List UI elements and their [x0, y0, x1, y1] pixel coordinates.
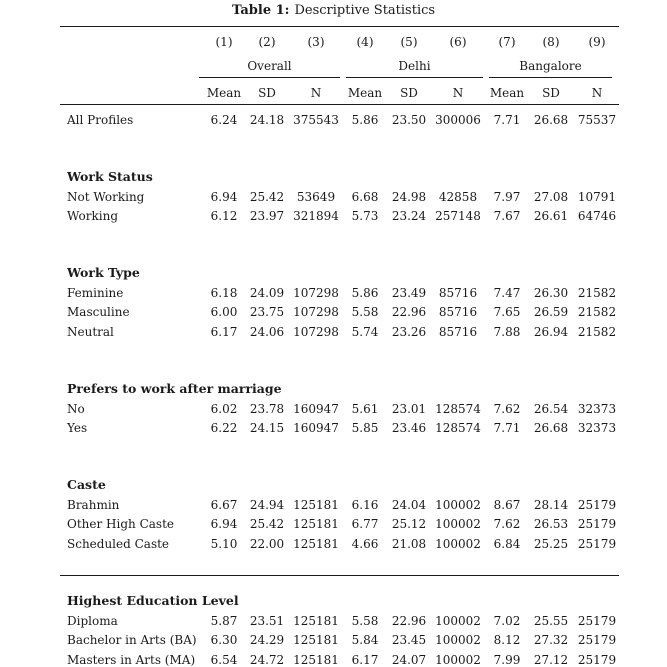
- table-cell: 100002: [435, 497, 481, 512]
- table-cell: 85716: [438, 305, 478, 320]
- table-cell: 5.61: [351, 401, 379, 416]
- section-title: Prefers to work after marriage: [67, 380, 282, 396]
- column-number: (4): [356, 35, 374, 49]
- table-cell: 26.68: [533, 113, 569, 127]
- table-cell: 25.55: [533, 613, 569, 628]
- row-label: Working: [67, 209, 118, 224]
- table-cell: 125181: [293, 652, 339, 667]
- table-cell: 107298: [293, 325, 339, 339]
- table-cell: 6.17: [351, 652, 379, 667]
- table-cell: 23.45: [391, 633, 427, 648]
- table-cell: 100002: [435, 613, 481, 628]
- table-cell: 21.08: [391, 537, 427, 551]
- table-cell: 53649: [296, 189, 336, 204]
- table-cell: 6.16: [351, 497, 379, 512]
- table-cell: 25179: [577, 497, 617, 512]
- table-cell: 25179: [577, 652, 617, 667]
- table-cell: 22.96: [391, 613, 427, 628]
- column-number: (5): [400, 35, 418, 49]
- table-cell: 100002: [435, 517, 481, 532]
- row-label: Neutral: [67, 325, 114, 339]
- column-header: SD: [542, 86, 560, 100]
- table-cell: 6.18: [210, 285, 238, 300]
- table-cell: 6.30: [210, 633, 238, 648]
- table-cell: 125181: [293, 497, 339, 512]
- table-cell: 321894: [293, 209, 339, 224]
- row-label: Feminine: [67, 285, 124, 300]
- table-cell: 23.26: [391, 325, 427, 339]
- column-number: (3): [307, 35, 325, 49]
- row-label: Masculine: [67, 305, 130, 320]
- table-cell: 26.61: [533, 209, 569, 224]
- column-header: N: [310, 86, 322, 100]
- table-cell: 24.09: [249, 285, 285, 300]
- column-header: Mean: [206, 86, 242, 100]
- table-cell: 42858: [438, 189, 478, 204]
- header-rule: [60, 104, 619, 105]
- table-cell: 24.72: [249, 652, 285, 667]
- group-underline: [489, 77, 612, 78]
- column-header: SD: [258, 86, 276, 100]
- table-cell: 28.14: [533, 497, 569, 512]
- table-cell: 6.94: [210, 189, 238, 204]
- table-cell: 23.50: [391, 113, 427, 127]
- table-cell: 7.99: [493, 652, 521, 667]
- column-header: SD: [400, 86, 418, 100]
- table-cell: 26.68: [533, 421, 569, 436]
- table-cell: 21582: [577, 285, 617, 300]
- column-number: (8): [542, 35, 560, 49]
- table-cell: 27.12: [533, 652, 569, 667]
- column-number: (7): [498, 35, 516, 49]
- group-header: Bangalore: [519, 59, 582, 73]
- table-cell: 24.15: [249, 421, 285, 436]
- table-cell: 23.01: [391, 401, 427, 416]
- table-cell: 100002: [435, 537, 481, 551]
- table-cell: 7.62: [493, 517, 521, 532]
- table-cell: 23.75: [249, 305, 285, 320]
- table-cell: 5.85: [351, 421, 379, 436]
- table-cell: 7.71: [493, 421, 521, 436]
- table-cell: 23.24: [391, 209, 427, 224]
- table-cell: 5.74: [351, 325, 379, 339]
- table-cell: 25.42: [249, 517, 285, 532]
- column-number: (2): [258, 35, 276, 49]
- table-cell: 24.29: [249, 633, 285, 648]
- table-cell: 160947: [293, 421, 339, 436]
- table-label: Table 1:: [231, 3, 290, 18]
- table-cell: 24.06: [249, 325, 285, 339]
- table-cell: 22.96: [391, 305, 427, 320]
- table-cell: 26.94: [533, 325, 569, 339]
- table-cell: 5.73: [351, 209, 379, 224]
- table-cell: 27.32: [533, 633, 569, 648]
- table-cell: 6.77: [351, 517, 379, 532]
- column-number: (9): [588, 35, 606, 49]
- table-cell: 23.97: [249, 209, 285, 224]
- table-cell: 7.47: [493, 285, 521, 300]
- table-cell: 7.88: [493, 325, 521, 339]
- table-cell: 6.12: [210, 209, 238, 224]
- section-title: Highest Education Level: [67, 592, 239, 608]
- table-cell: 6.54: [210, 652, 238, 667]
- table-title: Descriptive Statistics: [294, 3, 436, 18]
- table-cell: 26.30: [533, 285, 569, 300]
- table-cell: 24.94: [249, 497, 285, 512]
- row-label: Yes: [67, 421, 88, 436]
- column-header: N: [591, 86, 603, 100]
- column-header: Mean: [489, 86, 525, 100]
- column-header: N: [452, 86, 464, 100]
- table-cell: 300006: [435, 113, 481, 127]
- column-header: Mean: [347, 86, 383, 100]
- table-cell: 5.58: [351, 305, 379, 320]
- table-cell: 25.42: [249, 189, 285, 204]
- table-cell: 6.24: [210, 113, 238, 127]
- table-cell: 32373: [577, 401, 617, 416]
- group-underline: [199, 77, 340, 78]
- table-cell: 7.97: [493, 189, 521, 204]
- table-cell: 23.78: [249, 401, 285, 416]
- table-cell: 125181: [293, 517, 339, 532]
- table-cell: 26.54: [533, 401, 569, 416]
- table-cell: 85716: [438, 285, 478, 300]
- table-cell: 6.17: [210, 325, 238, 339]
- table-cell: 6.67: [210, 497, 238, 512]
- table-cell: 128574: [435, 421, 481, 436]
- table-cell: 6.84: [493, 537, 521, 551]
- column-number: (1): [215, 35, 233, 49]
- top-rule: [60, 26, 619, 27]
- table-cell: 85716: [438, 325, 478, 339]
- table-cell: 32373: [577, 421, 617, 436]
- table-cell: 23.51: [249, 613, 285, 628]
- table-cell: 6.94: [210, 517, 238, 532]
- table-cell: 8.67: [493, 497, 521, 512]
- section-title: Work Status: [67, 168, 153, 184]
- table-cell: 375543: [293, 113, 339, 127]
- row-label: No: [67, 401, 85, 416]
- table-cell: 7.65: [493, 305, 521, 320]
- section-title: Work Type: [67, 264, 140, 280]
- table-cell: 24.98: [391, 189, 427, 204]
- table-cell: 25179: [577, 517, 617, 532]
- table-cell: 6.68: [351, 189, 379, 204]
- table-cell: 10791: [577, 189, 617, 204]
- bottom-rule: [60, 575, 619, 576]
- table-cell: 26.53: [533, 517, 569, 532]
- table-cell: 21582: [577, 305, 617, 320]
- group-header: Overall: [247, 59, 292, 73]
- table-cell: 107298: [293, 305, 339, 320]
- table-cell: 5.87: [210, 613, 238, 628]
- table-cell: 5.86: [351, 285, 379, 300]
- table-cell: 25.25: [533, 537, 569, 551]
- table-cell: 100002: [435, 633, 481, 648]
- column-number: (6): [449, 35, 467, 49]
- table-cell: 25.12: [391, 517, 427, 532]
- table-cell: 5.86: [351, 113, 379, 127]
- row-label: Not Working: [67, 189, 145, 204]
- table-cell: 25179: [577, 537, 617, 551]
- table-cell: 5.84: [351, 633, 379, 648]
- table-cell: 4.66: [351, 537, 379, 551]
- group-header: Delhi: [398, 59, 431, 73]
- table-cell: 7.71: [493, 113, 521, 127]
- table-cell: 25179: [577, 613, 617, 628]
- row-label: Bachelor in Arts (BA): [67, 633, 197, 648]
- table-cell: 100002: [435, 652, 481, 667]
- table-cell: 257148: [435, 209, 481, 224]
- table-cell: 23.49: [391, 285, 427, 300]
- table-cell: 125181: [293, 633, 339, 648]
- row-label: All Profiles: [67, 113, 134, 127]
- table-cell: 8.12: [493, 633, 521, 648]
- table-cell: 24.07: [391, 652, 427, 667]
- table-cell: 160947: [293, 401, 339, 416]
- row-label: Diploma: [67, 613, 118, 628]
- table-cell: 26.59: [533, 305, 569, 320]
- table-cell: 27.08: [533, 189, 569, 204]
- section-title: Caste: [67, 476, 106, 492]
- table-cell: 7.62: [493, 401, 521, 416]
- table-cell: 7.67: [493, 209, 521, 224]
- table-cell: 7.02: [493, 613, 521, 628]
- table-cell: 24.04: [391, 497, 427, 512]
- row-label: Brahmin: [67, 497, 120, 512]
- row-label: Scheduled Caste: [67, 537, 170, 551]
- table-caption: [0, 3, 667, 18]
- table-cell: 64746: [577, 209, 617, 224]
- table-cell: 6.02: [210, 401, 238, 416]
- table-cell: 125181: [293, 613, 339, 628]
- group-underline: [346, 77, 483, 78]
- table-cell: 22.00: [249, 537, 285, 551]
- table-cell: 25179: [577, 633, 617, 648]
- table-cell: 6.00: [210, 305, 238, 320]
- row-label: Masters in Arts (MA): [67, 652, 196, 667]
- table-cell: 5.58: [351, 613, 379, 628]
- table-cell: 6.22: [210, 421, 238, 436]
- table-cell: 128574: [435, 401, 481, 416]
- table-cell: 125181: [293, 537, 339, 551]
- table-cell: 21582: [577, 325, 617, 339]
- table-cell: 23.46: [391, 421, 427, 436]
- table-cell: 24.18: [249, 113, 285, 127]
- row-label: Other High Caste: [67, 517, 174, 532]
- table-cell: 5.10: [210, 537, 238, 551]
- table-cell: 107298: [293, 285, 339, 300]
- table-cell: 75537: [577, 113, 617, 127]
